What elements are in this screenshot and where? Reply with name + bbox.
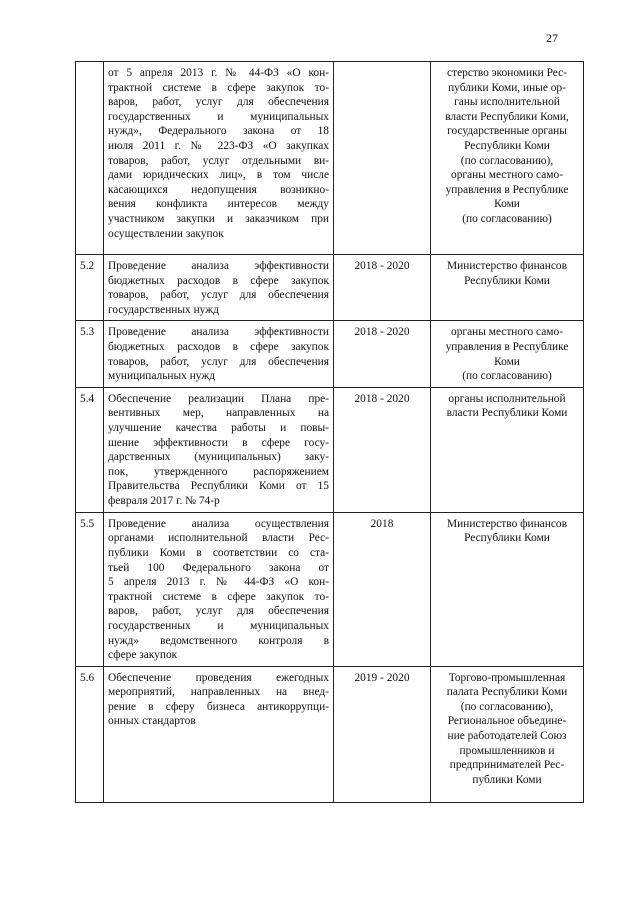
measure-line: варов, работ, услуг для обеспечения xyxy=(108,605,329,618)
measure-line: государственных нужд xyxy=(108,303,219,316)
measure-line: мероприятий, направленных на внед- xyxy=(108,686,329,699)
responsible-line: публики Коми xyxy=(472,773,542,786)
measure-line: Правительства Республики Коми от 15 xyxy=(108,480,329,493)
measure-line: тьей 100 Федерального закона от xyxy=(108,561,329,574)
execution-term: 2018 xyxy=(334,512,431,666)
responsible-line: публики Коми, иные ор- xyxy=(448,81,566,94)
measure-line: товаров, работ, услуг для обеспечения xyxy=(108,289,329,302)
measure-line: публики Коми в соответствии со ста- xyxy=(108,546,329,559)
measure-line: варов, работ, услуг для обеспечения xyxy=(108,96,329,109)
measure-line: дарственных (муниципальных) заку- xyxy=(108,451,329,464)
measure-line: пок, утвержденного распоряжением xyxy=(108,465,329,478)
item-number: 5.3 xyxy=(76,321,104,387)
measure-line: вения конфликта интересов между xyxy=(108,198,329,211)
responsible-executors xyxy=(431,512,584,666)
measure-line: нужд» ведомственного контроля в xyxy=(108,634,329,647)
measure-line: бюджетных расходов в сфере закупок xyxy=(108,274,329,287)
responsible-line: (по согласованию) xyxy=(462,370,552,383)
measure-line: органами исполнительной власти Рес- xyxy=(108,532,329,545)
measure-description xyxy=(104,62,334,255)
measure-line: от 5 апреля 2013 г. № 44-ФЗ «О кон- xyxy=(108,67,329,79)
item-number: 5.4 xyxy=(76,387,104,512)
item-number: 5.6 xyxy=(76,666,104,802)
measure-line: касающихся недопущения возникно- xyxy=(108,183,329,196)
table-row xyxy=(76,387,584,512)
responsible-line: управления в Республике xyxy=(445,340,569,353)
measure-line: онных стандартов xyxy=(108,715,196,728)
responsible-line: Министерство финансов xyxy=(447,517,567,530)
measure-line: трактной системе в сфере закупок то- xyxy=(108,590,329,603)
measure-description xyxy=(104,321,334,387)
measure-line: участником закупки и заказчиком при xyxy=(108,212,329,225)
measure-line: улучшение качества работы и повы- xyxy=(108,421,329,434)
responsible-line: Республики Коми xyxy=(464,139,550,152)
table-row xyxy=(76,321,584,387)
measure-line: Обеспечение реализации Плана пре- xyxy=(108,392,329,405)
table-row xyxy=(76,512,584,666)
execution-term: 2018 - 2020 xyxy=(334,387,431,512)
measure-line: сфере закупок xyxy=(108,649,178,662)
item-number: 5.5 xyxy=(76,512,104,666)
measure-line: Проведение анализа эффективности xyxy=(108,326,329,339)
responsible-line: ние работодателей Союз xyxy=(447,730,567,743)
responsible-line: власти Республики Коми, xyxy=(445,110,569,123)
responsible-line: Торгово-промышленная xyxy=(448,671,566,684)
execution-term: 2018 - 2020 xyxy=(334,321,431,387)
measure-description xyxy=(104,666,334,802)
responsible-line: власти Республики Коми xyxy=(446,407,568,420)
measure-line: февраля 2017 г. № 74-р xyxy=(108,494,220,507)
responsible-executors xyxy=(431,255,584,321)
responsible-line: Республики Коми xyxy=(464,532,550,545)
responsible-line: органы местного само- xyxy=(451,326,563,339)
responsible-line: предпринимателей Рес- xyxy=(449,759,565,772)
measure-line: дами юридических лиц», в том числе xyxy=(108,169,329,182)
measure-line: государственных и муниципальных xyxy=(108,619,329,632)
measure-line: трактной системе в сфере закупок то- xyxy=(108,81,329,94)
responsible-line: Коми xyxy=(494,198,520,211)
responsible-line: (по согласованию), xyxy=(460,154,554,167)
measures-table xyxy=(75,61,584,803)
measure-description xyxy=(104,512,334,666)
table-row xyxy=(76,666,584,802)
responsible-executors xyxy=(431,387,584,512)
responsible-executors xyxy=(431,666,584,802)
measure-line: июля 2011 г. № 223-ФЗ «О закупках xyxy=(108,139,329,152)
measure-line: шение эффективности в сфере госу- xyxy=(108,436,329,449)
measure-line: муниципальных нужд xyxy=(108,370,216,383)
responsible-executors xyxy=(431,321,584,387)
measure-line: рение в сферу бизнеса антикоррупци- xyxy=(108,700,329,713)
measure-description xyxy=(104,255,334,321)
responsible-line: Республики Коми xyxy=(464,274,550,287)
table-row xyxy=(76,62,584,255)
measure-line: осуществлении закупок xyxy=(108,227,224,240)
responsible-line: палата Республики Коми xyxy=(446,686,568,699)
responsible-line: промышленников и xyxy=(459,744,555,757)
measure-line: Проведение анализа осуществления xyxy=(108,517,329,530)
measure-line: Проведение анализа эффективности xyxy=(108,260,329,272)
responsible-line: государственные органы xyxy=(447,125,567,138)
responsible-line: Региональное объедине- xyxy=(447,715,567,728)
responsible-line: органы исполнительной xyxy=(448,392,566,405)
measure-line: бюджетных расходов в сфере закупок xyxy=(108,340,329,353)
measure-line: товаров, работ, услуг для обеспечения xyxy=(108,355,329,368)
execution-term xyxy=(334,62,431,255)
page-number: 27 xyxy=(546,31,558,45)
measure-description xyxy=(104,387,334,512)
responsible-executors xyxy=(431,62,584,255)
measure-line: вентивных мер, направленных на xyxy=(108,407,329,420)
measure-line: государственных и муниципальных xyxy=(108,110,329,123)
measure-line: Обеспечение проведения ежегодных xyxy=(108,671,329,684)
responsible-line: Коми xyxy=(494,355,520,368)
responsible-line: управления в Республике xyxy=(445,183,569,196)
measure-line: нужд», Федерального закона от 18 xyxy=(108,125,329,138)
execution-term: 2019 - 2020 xyxy=(334,666,431,802)
responsible-line: Министерство финансов xyxy=(447,260,567,272)
item-number xyxy=(76,62,104,255)
responsible-line: (по согласованию), xyxy=(460,700,554,713)
table-row xyxy=(76,255,584,321)
responsible-line: ганы исполнительной xyxy=(454,96,560,109)
item-number: 5.2 xyxy=(76,255,104,321)
execution-term: 2018 - 2020 xyxy=(334,255,431,321)
measure-line: 5 апреля 2013 г. № 44-ФЗ «О кон- xyxy=(108,576,329,589)
responsible-line: органы местного само- xyxy=(451,169,563,182)
responsible-line: (по согласованию) xyxy=(462,212,552,225)
measure-line: товаров, работ, услуг отдельными ви- xyxy=(108,154,329,167)
responsible-line: стерство экономики Рес- xyxy=(447,67,567,79)
